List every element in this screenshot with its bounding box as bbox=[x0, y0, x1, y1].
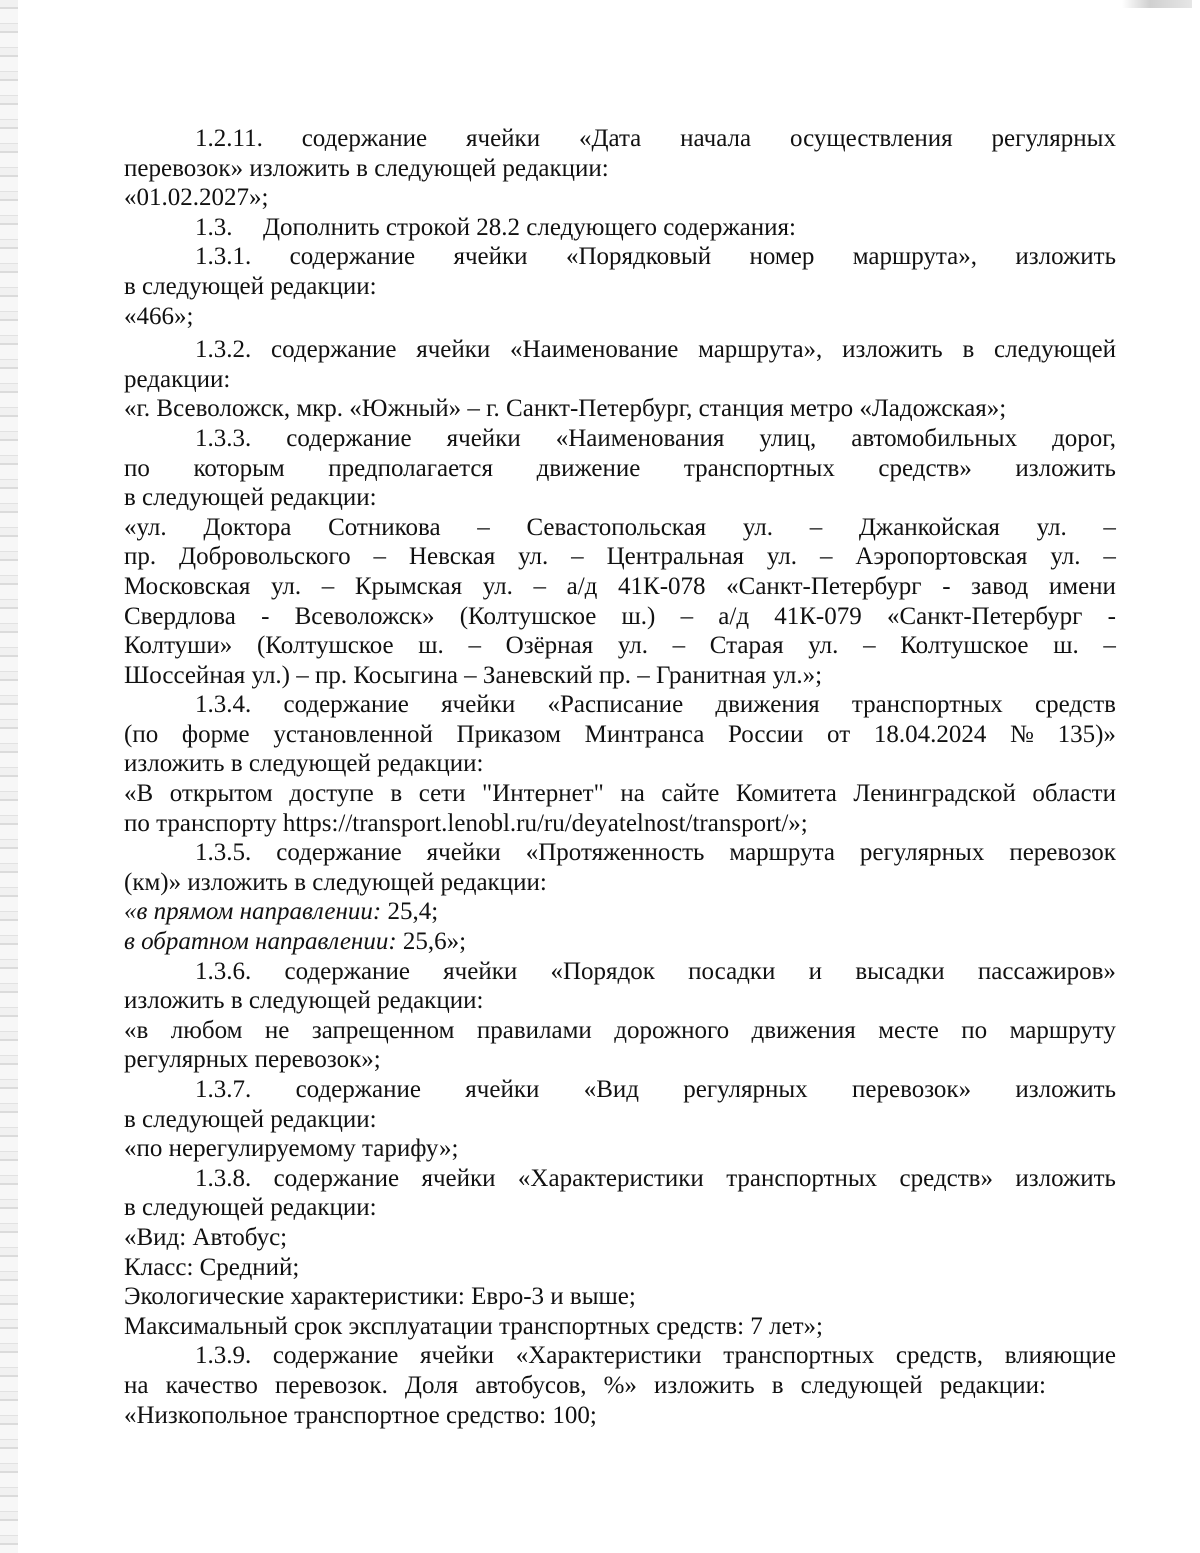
clause-1-3-1-line-2: в следующей редакции: bbox=[124, 272, 377, 300]
word: ячейки bbox=[466, 125, 541, 152]
word: Невская bbox=[408, 543, 496, 571]
clause-1-3-5-value-backward bbox=[124, 927, 1116, 957]
word: маршруту bbox=[1009, 1016, 1116, 1044]
word: ш. bbox=[1053, 632, 1079, 660]
clause-1-3-4-line-1 bbox=[124, 690, 1116, 720]
word: 1.3.2. bbox=[195, 336, 252, 364]
clause-1-3-8-value-line-4: Максимальный срок эксплуатации транспортных средств: 7 лет»; bbox=[124, 1312, 823, 1340]
word: Доктора bbox=[203, 513, 292, 541]
word: содержание bbox=[295, 1076, 421, 1103]
clause-1-3-3-value-line-1 bbox=[124, 513, 1116, 543]
word: Сотникова bbox=[328, 513, 441, 541]
clause-1-3-7-value: «по нерегулируемому тарифу»; bbox=[124, 1135, 459, 1163]
word: – bbox=[571, 543, 584, 571]
word: Джанкойская bbox=[858, 513, 1000, 541]
word: от bbox=[827, 720, 851, 748]
word: ш. bbox=[418, 632, 444, 660]
word: любом bbox=[170, 1016, 243, 1044]
word: - bbox=[942, 572, 951, 600]
clause-1-3-3-value-line-2 bbox=[124, 542, 1116, 572]
word: – bbox=[1103, 513, 1116, 541]
word: маршрута», bbox=[852, 243, 977, 271]
word: форме bbox=[181, 720, 250, 748]
word: автомобильных bbox=[851, 424, 1018, 452]
word: «Наименование bbox=[510, 336, 679, 364]
clause-1-3-6-value-line-1 bbox=[124, 1016, 1116, 1046]
clause-1-3-4-line-2 bbox=[124, 720, 1116, 750]
word: по bbox=[124, 454, 150, 482]
clause-1-3-2-value: «г. Всеволожск, мкр. «Южный» – г. Санкт-Петербург, станция метро «Ладожская»; bbox=[124, 395, 1007, 423]
clause-1-3-8-line-2: в следующей редакции: bbox=[124, 1194, 377, 1222]
clause-1-3-1-value: «466»; bbox=[124, 302, 194, 330]
word: Колтушское bbox=[900, 632, 1029, 660]
clause-1-3-5-value-forward bbox=[124, 897, 1116, 927]
clause-1-3-8-value-line-3: Экологические характеристики: Евро-3 и выше; bbox=[124, 1283, 636, 1311]
clause-1-3-4-value-line-2: по транспорту https://transport.lenobl.ru/ru/deyatelnost/transport/»; bbox=[124, 809, 808, 837]
clause-1-3-6-value-line-2: регулярных перевозок»; bbox=[124, 1046, 381, 1074]
clause-1-3-8-value-line-1: «Вид: Автобус; bbox=[124, 1223, 288, 1251]
clause-1-3-3-line-1 bbox=[124, 424, 1116, 454]
word: завод bbox=[971, 572, 1029, 600]
word: "Интернет" bbox=[482, 780, 604, 808]
word: содержание bbox=[284, 957, 410, 985]
word: содержание bbox=[283, 691, 409, 719]
word: (Колтушское bbox=[459, 602, 597, 630]
word: влияющие bbox=[1004, 1342, 1116, 1370]
word: Доля bbox=[404, 1371, 459, 1399]
word: изложить bbox=[1015, 243, 1116, 271]
clause-1-3-9-line-1 bbox=[124, 1341, 1116, 1371]
word: ячейки bbox=[453, 243, 528, 271]
word: – bbox=[468, 632, 481, 660]
word: редакции: bbox=[939, 1371, 1046, 1399]
word: на bbox=[124, 1371, 149, 1399]
word: – bbox=[321, 572, 335, 600]
word: а/д bbox=[566, 572, 598, 600]
direction-label: в обратном направлении: bbox=[124, 928, 397, 956]
clause-1-3-8-value-line-2: Класс: Средний; bbox=[124, 1253, 300, 1281]
word: транспортных bbox=[851, 691, 1003, 719]
word: транспортных bbox=[683, 454, 835, 482]
word: транспортных bbox=[726, 1164, 878, 1192]
clause-1-2-11-line-2: перевозок» изложить в следующей редакции: bbox=[124, 154, 609, 182]
word: «Порядковый bbox=[565, 243, 712, 271]
clause-1-3-4-value-line-1 bbox=[124, 779, 1116, 809]
word: Свердлова bbox=[124, 602, 236, 630]
word: – bbox=[863, 632, 876, 660]
word: имени bbox=[1048, 572, 1116, 600]
word: Озёрная bbox=[505, 632, 594, 660]
clause-1-3-5-line-2: (км)» изложить в следующей редакции: bbox=[124, 868, 547, 896]
word: Всеволожск» bbox=[294, 602, 435, 630]
word: движения bbox=[715, 691, 820, 719]
word: изложить bbox=[842, 336, 943, 364]
clause-1-3-1-line-1 bbox=[124, 242, 1116, 272]
word: «Наименования bbox=[555, 424, 725, 452]
quote-open: « bbox=[124, 898, 137, 926]
word: «Вид bbox=[583, 1076, 639, 1103]
word: Старая bbox=[709, 632, 784, 660]
clause-1-3-7-line-2: в следующей редакции: bbox=[124, 1105, 377, 1133]
clause-1-3-3-value-line-6: Шоссейная ул.) – пр. Косыгина – Заневский пр. – Гранитная ул.»; bbox=[124, 661, 823, 689]
word: № bbox=[1010, 720, 1034, 748]
word: 41К-078 bbox=[618, 572, 706, 600]
word: изложить bbox=[1015, 454, 1116, 482]
clause-1-3 bbox=[124, 213, 1116, 243]
word: движения bbox=[751, 1016, 856, 1044]
word: месте bbox=[878, 1016, 939, 1044]
word: 1.3.4. bbox=[195, 691, 252, 719]
word: осуществления bbox=[789, 125, 953, 152]
word: регулярных bbox=[859, 839, 985, 867]
word: изложить bbox=[1015, 1164, 1116, 1192]
word: ячейки bbox=[446, 424, 521, 452]
word: содержание bbox=[276, 839, 402, 867]
word: области bbox=[1032, 780, 1116, 808]
clause-1-3-2-line-1 bbox=[124, 335, 1116, 365]
word: – bbox=[477, 513, 490, 541]
word: установленной bbox=[273, 720, 433, 748]
word: «Расписание bbox=[547, 691, 684, 719]
word: перевозок» bbox=[852, 1076, 972, 1103]
clause-1-3-8-line-1 bbox=[124, 1164, 1116, 1194]
word: «Санкт-Петербург bbox=[886, 602, 1083, 630]
word: ул. bbox=[617, 632, 648, 660]
word: - bbox=[1107, 602, 1116, 630]
clause-1-3-3-line-3: в следующей редакции: bbox=[124, 484, 377, 512]
clause-1-3-7-line-1 bbox=[124, 1075, 1116, 1105]
word: регулярных bbox=[991, 125, 1116, 152]
word: содержание bbox=[286, 424, 412, 452]
word: ул. bbox=[1050, 543, 1081, 571]
word: следующей bbox=[994, 336, 1116, 364]
word: начала bbox=[680, 125, 752, 152]
word: 1.2.11. bbox=[195, 125, 263, 152]
word: запрещенном bbox=[311, 1016, 455, 1044]
word: доступе bbox=[289, 780, 374, 808]
word: содержание bbox=[289, 243, 416, 271]
word: Комитета bbox=[735, 780, 837, 808]
word: ячейки bbox=[441, 691, 516, 719]
word: автобусов, bbox=[475, 1371, 587, 1399]
clause-1-3-3-value-line-4 bbox=[124, 602, 1116, 632]
word: Приказом bbox=[456, 720, 561, 748]
word: средств» bbox=[899, 1164, 993, 1192]
document-page bbox=[124, 124, 1116, 1430]
word: Аэропортовская bbox=[855, 543, 1028, 571]
word: Севастопольская bbox=[526, 513, 707, 541]
word: ячейки bbox=[416, 336, 491, 364]
word: а/д bbox=[718, 602, 750, 630]
clause-1-3-3-line-2 bbox=[124, 454, 1116, 484]
word: – bbox=[819, 543, 833, 571]
word: ш.) bbox=[621, 602, 656, 630]
word: содержание bbox=[272, 1342, 399, 1370]
word: (Колтушское bbox=[256, 632, 394, 660]
word: в bbox=[771, 1371, 784, 1399]
scan-corner-artifact bbox=[1122, 0, 1192, 8]
clause-1-3-9-value: «Низкопольное транспортное средство: 100; bbox=[124, 1401, 597, 1429]
word: 1.3.8. bbox=[195, 1164, 252, 1192]
word: «ул. bbox=[124, 513, 167, 541]
word: – bbox=[1103, 543, 1116, 571]
word: сайте bbox=[661, 780, 720, 808]
word: по bbox=[961, 1016, 988, 1044]
word: ячейки bbox=[443, 957, 518, 985]
word: транспортных bbox=[723, 1342, 875, 1370]
word: ул. bbox=[482, 572, 513, 600]
word: Минтранса bbox=[584, 720, 705, 748]
word: ячейки bbox=[426, 839, 501, 867]
word: 1.3.7. bbox=[195, 1076, 252, 1103]
word: - bbox=[261, 602, 270, 630]
word: высадки bbox=[855, 957, 945, 985]
clause-1-2-11-line-1 bbox=[124, 124, 1116, 154]
word: номер bbox=[749, 243, 815, 271]
word: 1.3.6. bbox=[195, 957, 252, 985]
word: на bbox=[620, 780, 645, 808]
direction-value: 25,6»; bbox=[396, 928, 467, 956]
word: пассажиров» bbox=[977, 957, 1116, 985]
word: 135)» bbox=[1057, 720, 1116, 748]
word: средств, bbox=[895, 1342, 984, 1370]
word: 1.3.1. bbox=[195, 243, 252, 271]
clause-1-3-6-line-1 bbox=[124, 957, 1116, 987]
word: изложить bbox=[654, 1371, 755, 1399]
word: перевозок. bbox=[274, 1371, 388, 1399]
word: содержание bbox=[273, 1164, 400, 1192]
word: не bbox=[264, 1016, 290, 1044]
word: сети bbox=[418, 780, 466, 808]
word: ул. bbox=[766, 543, 798, 571]
word: – bbox=[809, 513, 823, 541]
word: пр. bbox=[124, 543, 157, 571]
direction-label: в прямом направлении: bbox=[136, 898, 382, 926]
word: – bbox=[1103, 632, 1116, 660]
word: 41К-079 bbox=[774, 602, 862, 630]
clause-1-3-3-value-line-5 bbox=[124, 631, 1116, 661]
word: – bbox=[680, 602, 694, 630]
word: России bbox=[727, 720, 804, 748]
word: качество bbox=[165, 1371, 258, 1399]
word: средств bbox=[1035, 691, 1116, 719]
word: и bbox=[808, 957, 823, 985]
word: %» bbox=[603, 1371, 637, 1399]
word: ячейки bbox=[465, 1076, 540, 1103]
word: содержание bbox=[301, 125, 428, 152]
word: средств» bbox=[878, 454, 972, 482]
clause-1-3-4-line-3: изложить в следующей редакции: bbox=[124, 750, 484, 778]
word: ул. bbox=[270, 572, 302, 600]
word: (по bbox=[124, 720, 159, 748]
word: «Санкт-Петербург bbox=[726, 572, 922, 600]
word: «В bbox=[124, 780, 154, 808]
clause-number: 1.3. bbox=[195, 213, 233, 241]
word: «в bbox=[124, 1016, 149, 1044]
word: в bbox=[962, 336, 975, 364]
word: изложить bbox=[1015, 1076, 1116, 1103]
word: маршрута», bbox=[698, 336, 823, 364]
word: посадки bbox=[688, 957, 776, 985]
word: улиц, bbox=[759, 424, 817, 452]
word: следующей bbox=[800, 1371, 923, 1399]
word: дорожного bbox=[614, 1016, 730, 1044]
word: «Характеристики bbox=[515, 1342, 702, 1370]
word: в bbox=[390, 780, 403, 808]
word: Центральная bbox=[606, 543, 744, 571]
word: перевозок bbox=[1009, 839, 1116, 867]
word: 1.3.3. bbox=[195, 424, 252, 452]
word: движение bbox=[536, 454, 641, 482]
word: ячейки bbox=[419, 1342, 495, 1370]
word: ул. bbox=[518, 543, 549, 571]
word: ул. bbox=[742, 513, 773, 541]
direction-value: 25,4; bbox=[381, 898, 439, 926]
word: которым bbox=[193, 454, 285, 482]
clause-text: Дополнить строкой 28.2 следующего содержания: bbox=[263, 213, 796, 241]
word: ячейки bbox=[421, 1164, 496, 1192]
clause-1-3-6-line-2: изложить в следующей редакции: bbox=[124, 987, 484, 1015]
word: маршрута bbox=[729, 839, 835, 867]
word: предполагается bbox=[328, 454, 494, 482]
clause-1-3-9-line-2 bbox=[124, 1371, 1116, 1401]
clause-1-3-5-line-1 bbox=[124, 838, 1116, 868]
word: Московская bbox=[124, 572, 251, 600]
word: «Дата bbox=[578, 125, 642, 152]
word: Крымская bbox=[354, 572, 463, 600]
clause-1-3-3-value-line-3 bbox=[124, 572, 1116, 602]
scan-edge-artifact bbox=[0, 0, 18, 1553]
word: ул. bbox=[1036, 513, 1067, 541]
word: Колтуши» bbox=[124, 632, 233, 660]
word: «Характеристики bbox=[517, 1164, 704, 1192]
word: – bbox=[533, 572, 546, 600]
word: 18.04.2024 bbox=[873, 720, 987, 748]
word: правилами bbox=[476, 1016, 592, 1044]
word: регулярных bbox=[683, 1076, 808, 1103]
word: открытом bbox=[169, 780, 273, 808]
word: Добровольского bbox=[179, 543, 351, 571]
word: 1.3.9. bbox=[195, 1342, 252, 1370]
clause-1-2-11-value: «01.02.2027»; bbox=[124, 184, 269, 212]
word: – bbox=[672, 632, 686, 660]
word: ул. bbox=[808, 632, 839, 660]
word: 1.3.5. bbox=[195, 839, 252, 867]
word: «Протяженность bbox=[525, 839, 705, 867]
word: «Порядок bbox=[550, 957, 655, 985]
word: содержание bbox=[271, 336, 397, 364]
word: – bbox=[373, 543, 387, 571]
word: дорог, bbox=[1052, 424, 1116, 452]
clause-1-3-2-line-2: редакции: bbox=[124, 365, 231, 393]
word: Ленинградской bbox=[853, 780, 1016, 808]
